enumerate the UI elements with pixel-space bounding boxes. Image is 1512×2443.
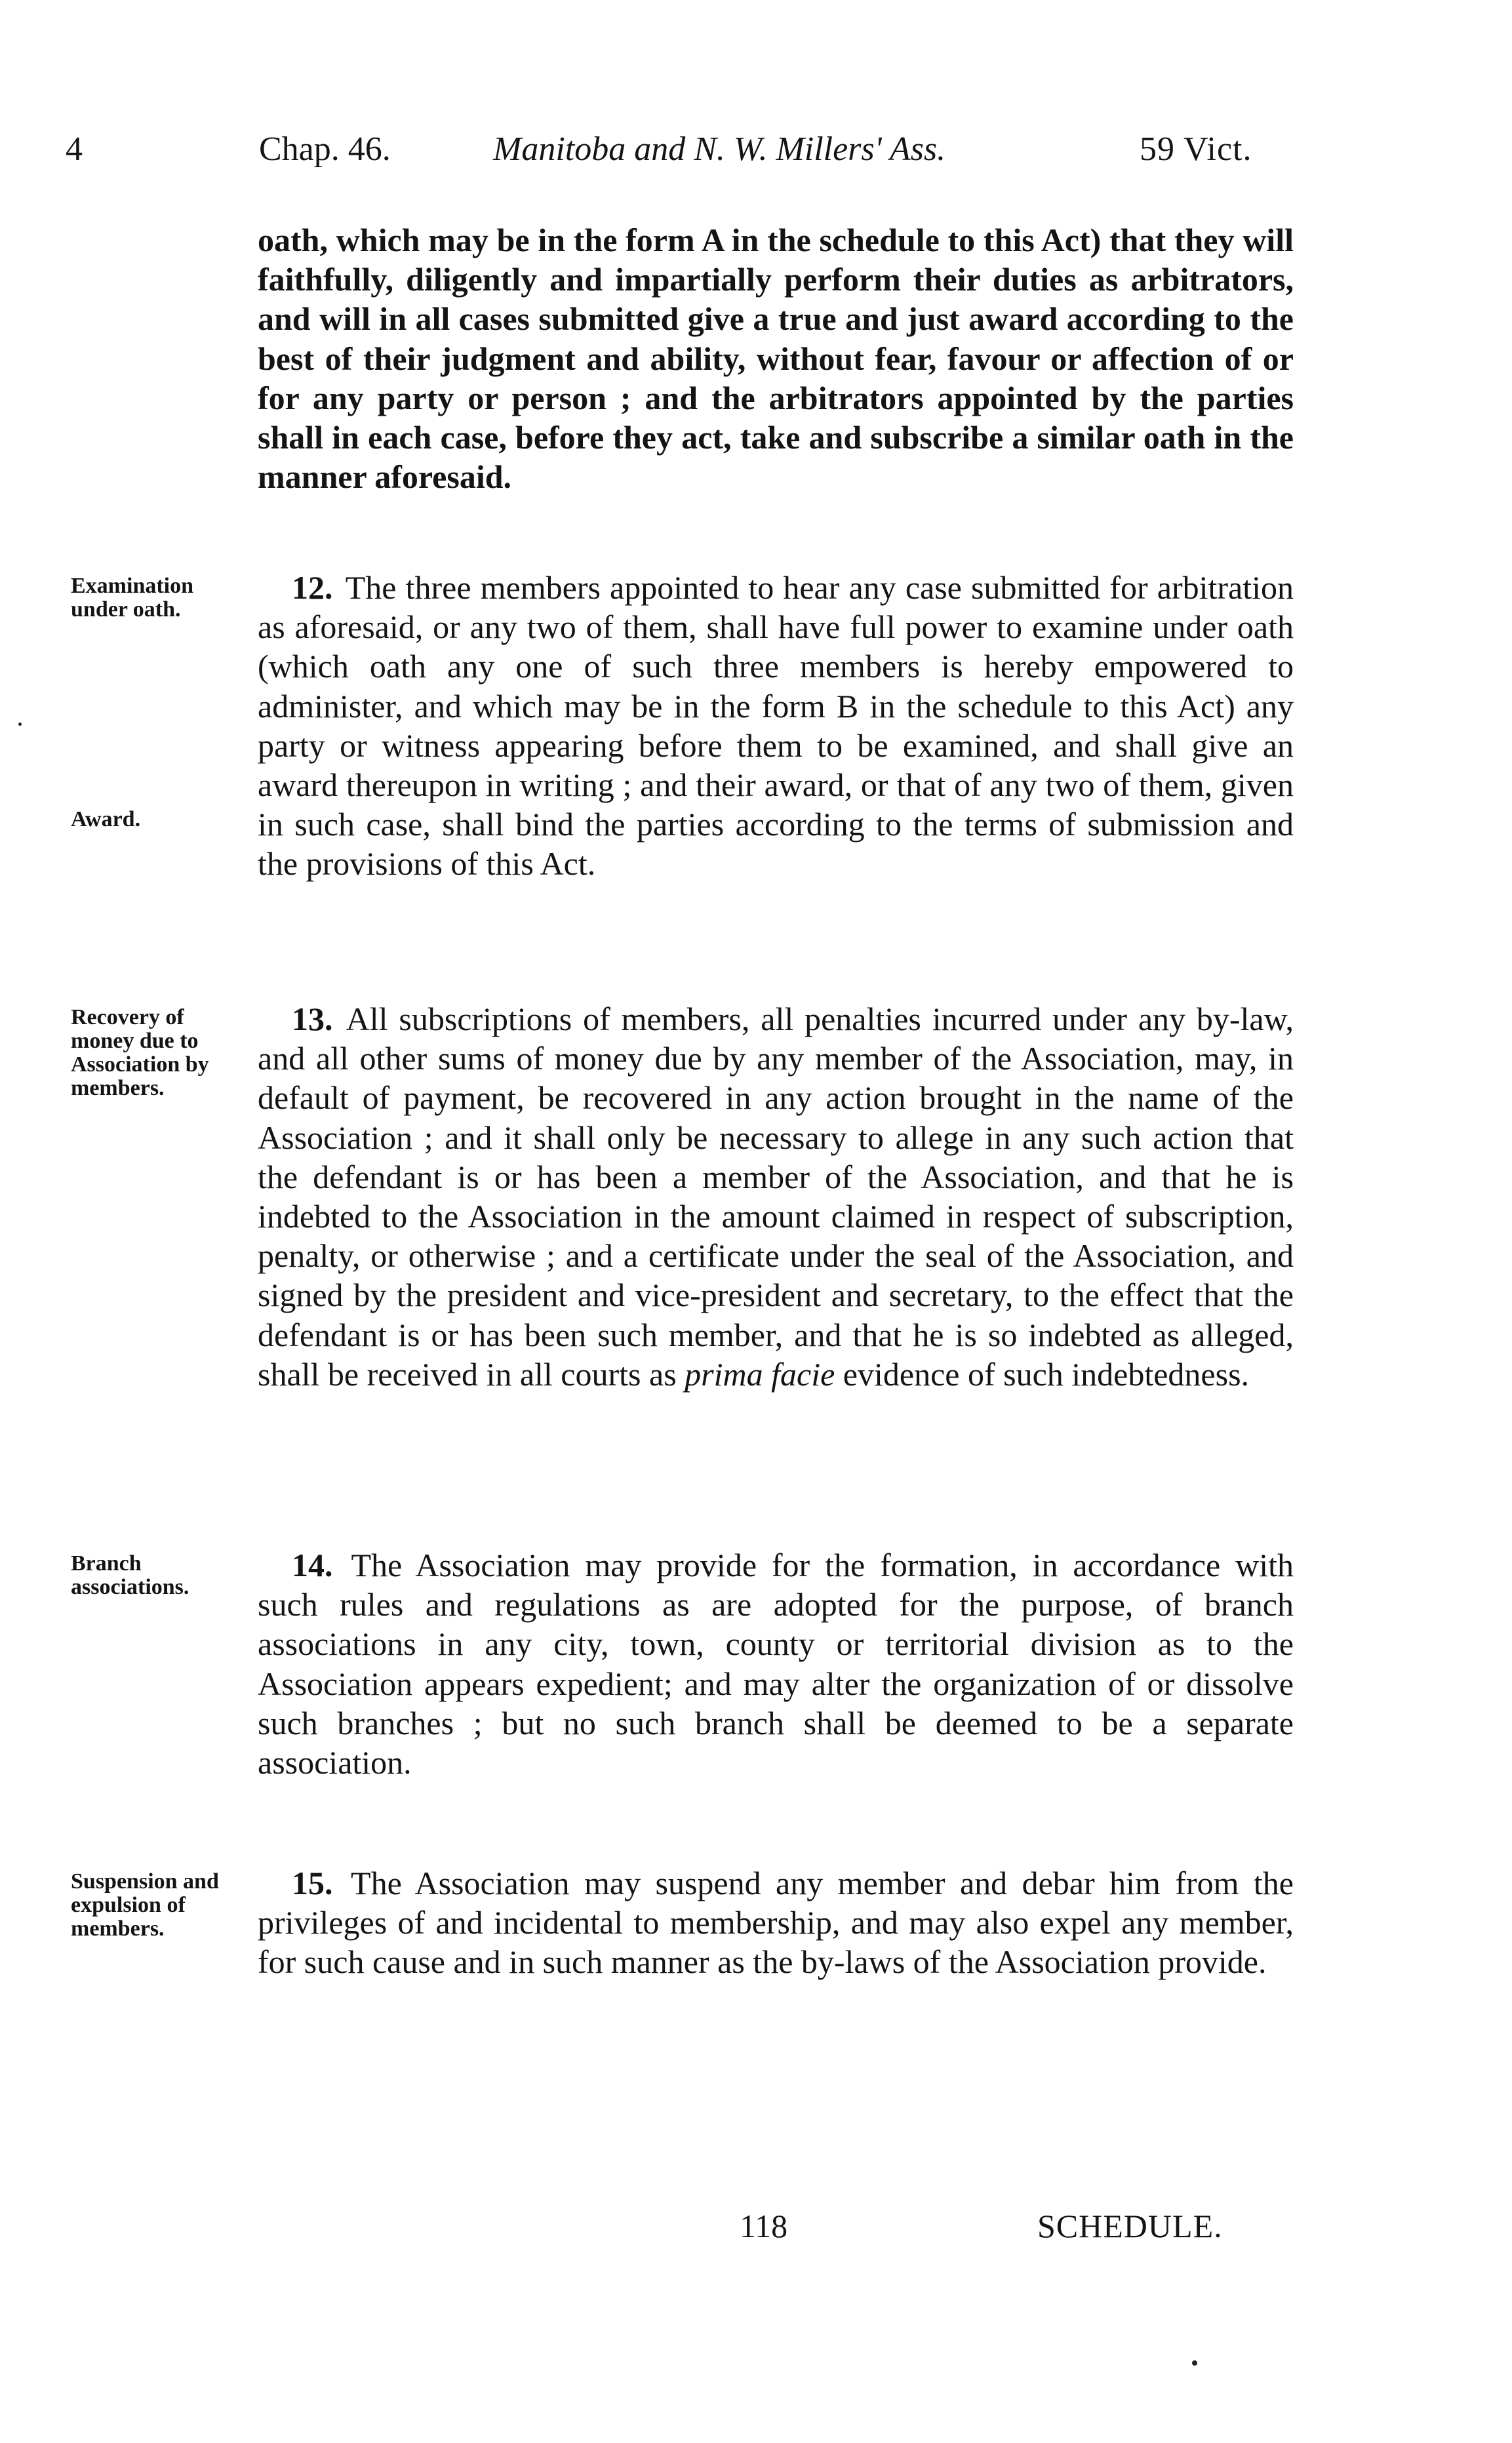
section-text: All subscriptions of members, all penalties incurred under any by-law, and all other sums of money due by any member of the Association, may, in default of payment, be recovered in any action brought in the name of the Association ; and it shall only be necessary to allege in any such action that the defendant is or has been a member of the Association, and that he is indebted to the Association in the amount claimed in respect of subscription, penalty, or otherwise ; and a certificate under the seal of the Association, and signed by the president and vice-president and secretary, to the effect that the defendant is or has been such member, and that he is so indebted as alleged, shall be received in all courts as [258, 1001, 1294, 1393]
ink-speck [18, 723, 22, 726]
margin-note-examination: Examination under oath. [71, 574, 194, 622]
section-number: 12. [292, 569, 333, 606]
section-text: The Association may suspend any member and debar him from the privileges of and incidental to membership, and may also expel any member, for such cause and in such manner as the by-laws of the Association provide. [258, 1865, 1294, 1981]
ink-speck [1192, 2360, 1197, 2366]
chapter-label: Chap. 46. [259, 130, 391, 168]
margin-note-suspension: Suspension and expulsion of members. [71, 1869, 219, 1941]
regnal-year: 59 Vict. [1140, 130, 1252, 168]
continuation-paragraph: oath, which may be in the form A in the schedule to this Act) that they will faithfully, diligently and impartially perform their duties as arbitrators, and will in all cases submitted give a true and just award according to the best of their judgment and ability, without fear, favour or affection of or for any party or person ; and the arbitrators appointed by the parties shall in each case, before they act, take and subscribe a similar oath in the manner aforesaid. [258, 222, 1294, 496]
section-text: The three members appointed to hear any case submitted for arbitration as aforesaid, or any two of them, shall have full power to examine under oath (which oath any one of such three members is hereby empowered to administer, and which may be in the form B in the schedule to this Act) any party or witness appearing before them to be examined, and shall give an award thereupon in writing ; and their award, or that of any two of them, given in such case, shall bind the parties according to the terms of submission and the provisions of this Act. [258, 569, 1294, 883]
catchword: SCHEDULE. [1037, 2208, 1223, 2244]
section-number: 15. [292, 1865, 333, 1901]
section-12 [258, 568, 1294, 884]
section-text: The Association may provide for the formation, in accordance with such rules and regulations as are adopted for the purpose, of branch associations in any city, town, county or territorial division as to the Association appears expedient; and may alter the organization of or dissolve such branches ; but no such branch shall be deemed to be a separate association. [258, 1547, 1294, 1781]
running-title: Manitoba and N. W. Millers' Ass. [493, 130, 946, 168]
section-text-end: evidence of such indebtedness. [843, 1355, 1250, 1393]
latin-phrase: prima facie [685, 1355, 835, 1393]
margin-note-recovery: Recovery of money due to Association by members. [71, 1005, 209, 1100]
page-number: 4 [66, 130, 83, 168]
margin-note-award: Award. [71, 807, 141, 831]
margin-note-branch: Branch associations. [71, 1551, 189, 1599]
section-13 [258, 999, 1294, 1394]
section-number: 13. [292, 1001, 333, 1037]
section-15 [258, 1863, 1294, 1982]
signature-number: 118 [740, 2208, 788, 2244]
section-14 [258, 1545, 1294, 1782]
section-number: 14. [292, 1547, 333, 1583]
